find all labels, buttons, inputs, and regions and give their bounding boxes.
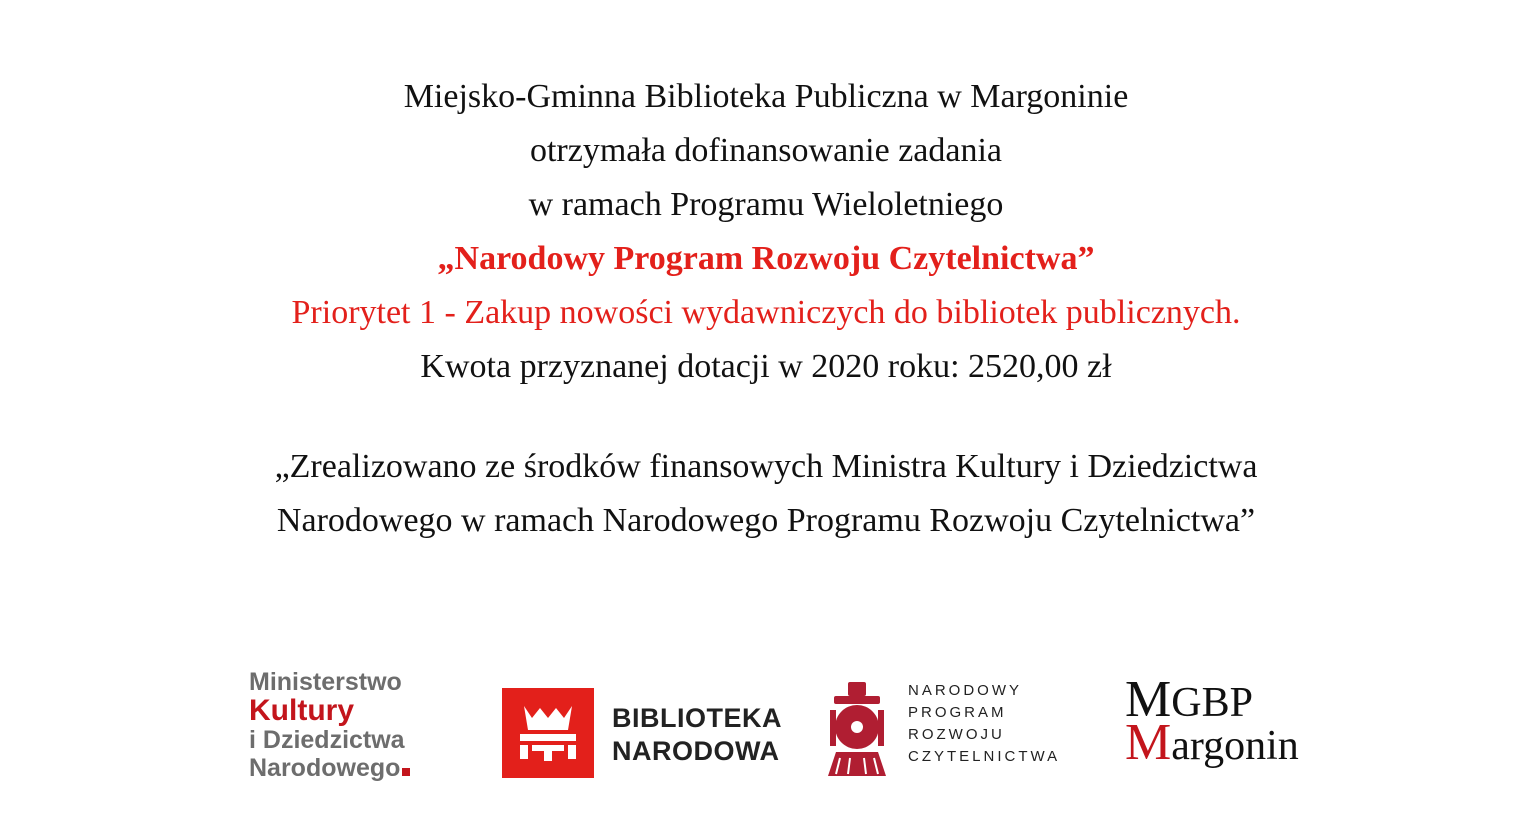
program-intro-line: w ramach Programu Wieloletniego <box>528 186 1004 223</box>
announcement-text <box>0 70 1532 548</box>
mkidn-line-3: i Dziedzictwa <box>249 726 405 754</box>
funding-line: otrzymała dofinansowanie zadania <box>529 132 1002 169</box>
attribution-line-2: Narodowego w ramach Narodowego Programu Rozwoju Czytelnictwa” <box>276 502 1256 539</box>
locomotive-icon <box>826 680 888 780</box>
mkidn-line-1: Ministerstwo <box>249 668 402 696</box>
bn-line-1: BIBLIOTEKA <box>612 703 782 733</box>
priority-line: Priorytet 1 - Zakup nowości wydawniczych do bibliotek publicznych. <box>291 294 1241 331</box>
nprc-logo <box>908 680 1060 768</box>
program-name: „Narodowy Program Rozwoju Czytelnictwa” <box>437 240 1095 277</box>
biblioteka-narodowa-logo <box>612 702 782 768</box>
nprc-line-4: CZYTELNICTWA <box>908 748 1061 765</box>
nprc-line-2: PROGRAM <box>908 704 1007 721</box>
mgbp-margonin-logo <box>1125 671 1299 771</box>
mgbp-m-red: M <box>1125 714 1172 771</box>
attribution-line-1: „Zrealizowano ze środków finansowych Ministra Kultury i Dziedzictwa <box>274 448 1258 485</box>
mkidn-dot-icon <box>402 768 410 776</box>
mkidn-line-2: Kultury <box>249 694 354 727</box>
nprc-line-3: ROZWOJU <box>908 726 1005 743</box>
library-name-line: Miejsko-Gminna Biblioteka Publiczna w Margoninie <box>403 78 1129 115</box>
grant-amount-line: Kwota przyznanej dotacji w 2020 roku: 2520,00 zł <box>420 348 1112 385</box>
bn-line-2: NARODOWA <box>612 736 780 766</box>
mkidn-logo <box>249 668 410 782</box>
sponsor-logos <box>0 660 1532 790</box>
mgbp-m: M <box>1125 671 1172 728</box>
biblioteka-narodowa-crown-icon <box>502 688 594 778</box>
nprc-line-1: NARODOWY <box>908 682 1022 699</box>
mgbp-gbp: GBP <box>1171 680 1253 726</box>
mgbp-argonin: argonin <box>1171 723 1299 769</box>
mkidn-line-4: Narodowego <box>249 754 401 782</box>
